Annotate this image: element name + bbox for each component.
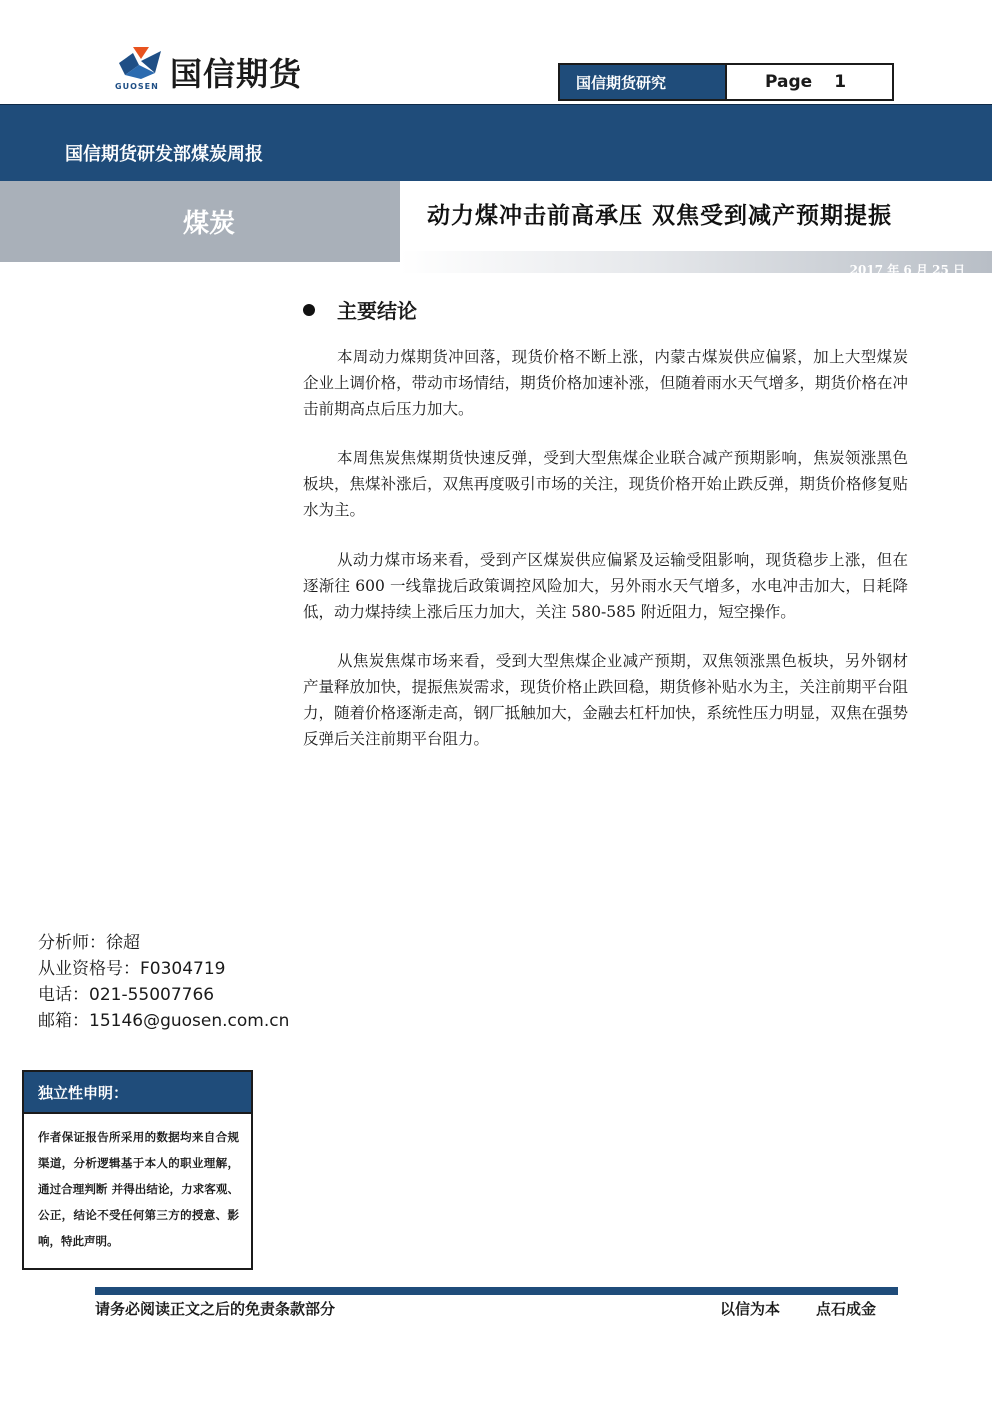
bullet-icon: [303, 304, 315, 316]
brand-name-en: GUOSEN: [115, 82, 159, 91]
page-number: 1: [834, 72, 847, 92]
company-logo: [115, 45, 345, 95]
body-paragraph: 本周动力煤期货冲回落，现货价格不断上涨，内蒙古煤炭供应偏紧，加上大型煤炭企业上调价格，带动市场情结，期货价格加速补涨，但随着雨水天气增多，期货价格在冲击前期高点后压力加大。: [303, 348, 908, 418]
declaration-title: 独立性申明：: [24, 1072, 251, 1114]
page-indicator-box: [558, 63, 894, 101]
page-label: Page: [765, 72, 813, 92]
declaration-text: 作者保证报告所采用的数据均来自合规渠道，分析逻辑基于本人的职业理解，通过合理判断 并得出结论，力求客观、公正，结论不受任何第三方的授意、影响，特此声明。: [38, 1130, 239, 1248]
research-label: 国信期货研究: [560, 65, 727, 99]
report-date: 2017 年 6 月 25 日: [849, 263, 965, 277]
page-indicator: [727, 65, 892, 99]
section-title: 主要结论: [337, 299, 417, 323]
title-box: [400, 181, 992, 251]
slogan-part-2: 点石成金: [816, 1300, 877, 1318]
guosen-logo-icon: [115, 45, 167, 81]
analyst-email: 邮箱：15146@guosen.com.cn: [38, 1011, 290, 1031]
report-title: 动力煤冲击前高承压 双焦受到减产预期提振: [427, 202, 893, 229]
independence-declaration: [22, 1070, 253, 1270]
report-category: 煤炭: [183, 209, 236, 239]
date-strip: [400, 251, 992, 277]
analyst-license: 从业资格号：F0304719: [38, 959, 226, 979]
footer-slogan: [720, 1298, 876, 1319]
body-paragraph: 从焦炭焦煤市场来看，受到大型焦煤企业减产预期，双焦领涨黑色板块，另外钢材产量释放加快，提振焦炭需求，现货价格止跌回稳，期货修补贴水为主，关注前期平台阻力，随着价格逐渐走高，钢厂抵触加大，金融去杠杆加快，系统性压力明显，双焦在强势反弹后关注前期平台阻力。: [303, 652, 908, 748]
slogan-part-1: 以信为本: [720, 1300, 781, 1318]
analyst-info: [38, 930, 289, 1034]
banner-title: 国信期货研发部煤炭周报: [65, 144, 263, 165]
body-paragraph: 从动力煤市场来看，受到产区煤炭供应偏紧及运输受阻影响，现货稳步上涨，但在逐渐往 600 一线靠拢后政策调控风险加大，另外雨水天气增多，水电冲击加大，日耗降低，动力煤持续上涨后压力加大，关注 580-585 附近阻力，短空操作。: [303, 551, 908, 621]
section-heading: [303, 295, 417, 324]
footer-disclaimer: 请务必阅读正文之后的免责条款部分: [95, 1300, 336, 1318]
body-paragraph: 本周焦炭焦煤期货快速反弹，受到大型焦煤企业联合减产预期影响，焦炭领涨黑色板块，焦煤补涨后，双焦再度吸引市场的关注，现货价格开始止跌反弹，期货价格修复贴水为主。: [303, 449, 908, 519]
report-banner: [0, 104, 992, 182]
analyst-phone: 电话：021-55007766: [38, 985, 215, 1005]
brand-name: 国信期货: [170, 55, 303, 93]
analyst-name: 分析师：徐超: [38, 933, 140, 953]
footer-divider: [95, 1287, 898, 1295]
